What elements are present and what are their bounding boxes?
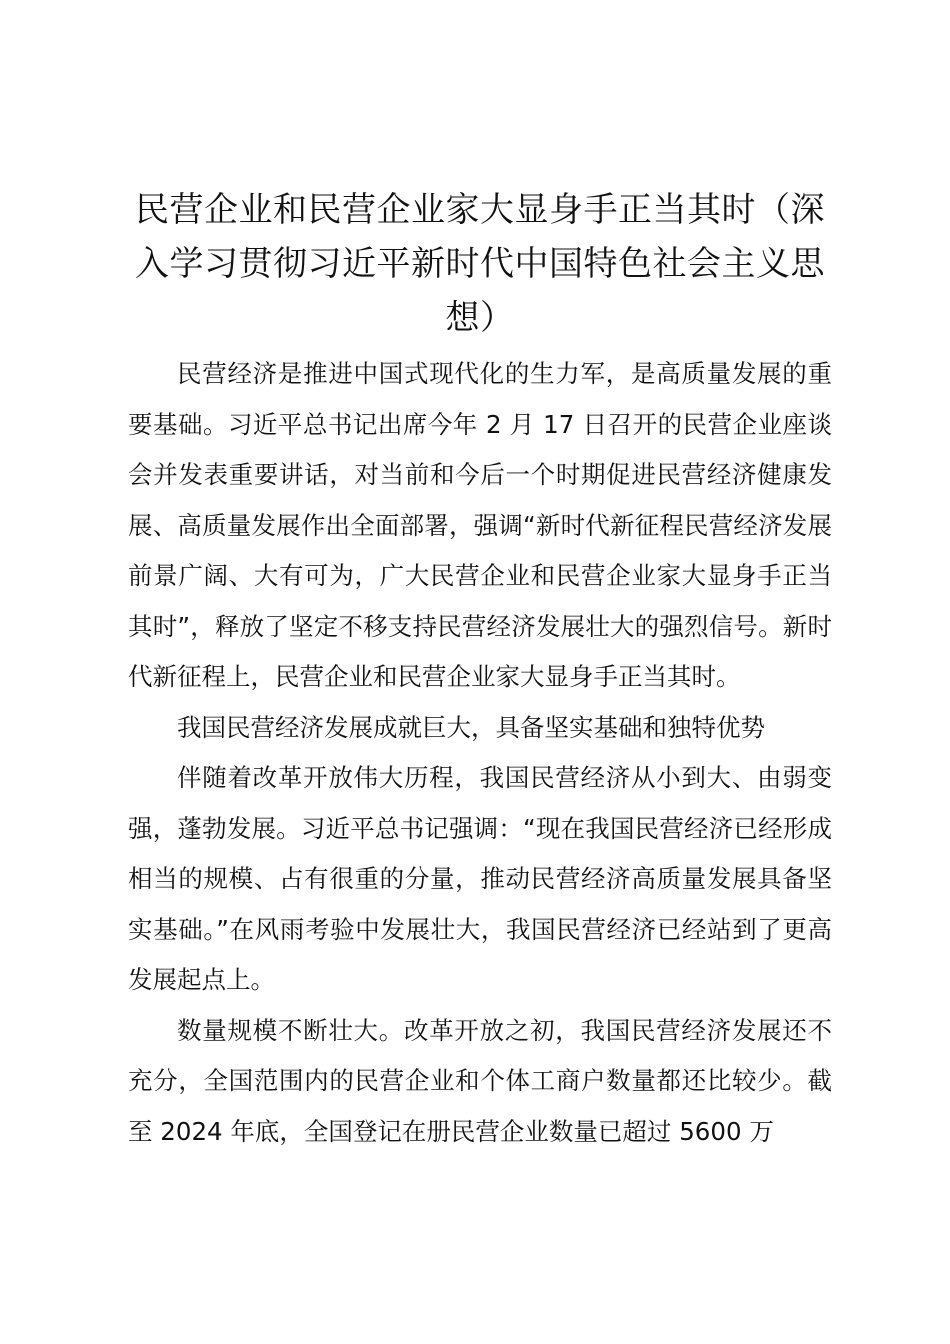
paragraph-scale: 数量规模不断壮大。改革开放之初，我国民营经济发展还不充分，全国范围内的民营企业和个体工商户数量都还比较少。截至 2024 年底，全国登记在册民营企业数量已超过 5600 万 [128, 1015, 832, 1146]
document-title: 民营企业和民营企业家大显身手正当其时（深入学习贯彻习近平新时代中国特色社会主义思想） [135, 190, 825, 338]
document-page [128, 183, 832, 1157]
paragraph-intro: 民营经济是推进中国式现代化的生力军，是高质量发展的重要基础。习近平总书记出席今年 2 月 17 日召开的民营企业座谈会并发表重要讲话，对当前和今后一个时期促进民营经济健康发展、高质量发展作出全面部署，强调“新时代新征程民营经济发展前景广阔、大有可为，广大民营企业和民营企业家大显身手正当其时”，释放了坚定不移支持民营经济发展壮大的强烈信号。新时代新征程上，民营企业和民营企业家大显身手正当其时。 [128, 359, 832, 691]
section-heading: 我国民营经济发展成就巨大，具备坚实基础和独特优势 [177, 712, 765, 742]
paragraph-development: 伴随着改革开放伟大历程，我国民营经济从小到大、由弱变强，蓬勃发展。习近平总书记强调：“现在我国民营经济已经形成相当的规模、占有很重的分量，推动民营经济高质量发展具备坚实基础。”在风雨考验中发展壮大，我国民营经济已经站到了更高发展起点上。 [128, 763, 832, 994]
